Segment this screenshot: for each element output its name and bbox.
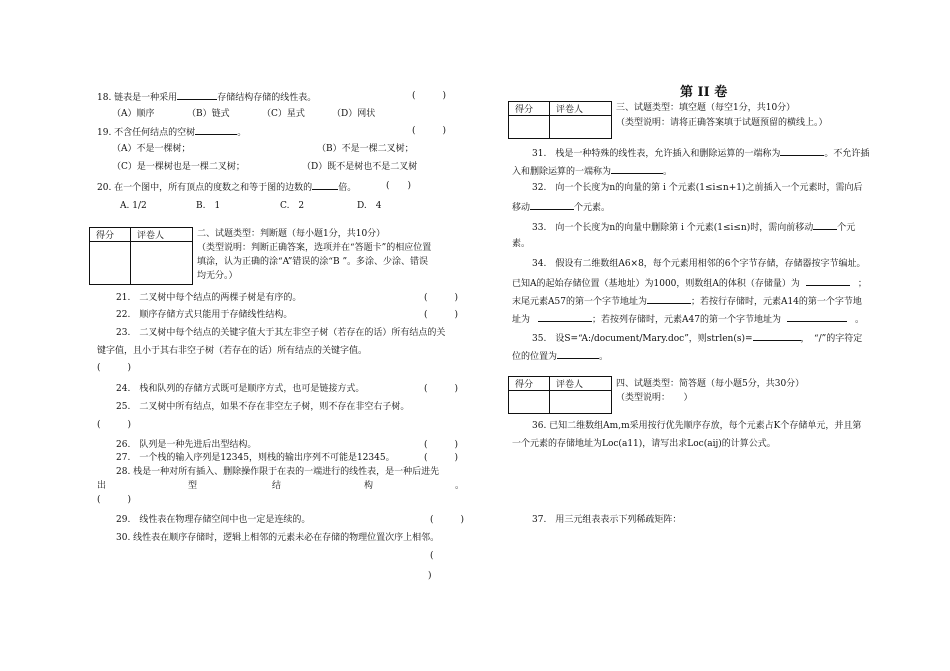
grader-label: 评卷人 [550,102,612,116]
q30-paren-open: ( [430,551,434,561]
q20: 20. 在一个图中，所有顶点的度数之和等于图的边数的 倍。 [97,180,356,194]
q18-option-c: （C）星式 [262,109,305,119]
q34-blank-1[interactable] [806,276,850,286]
q23-line2: 键字值，且小于其右非空子树（若存在的话）所有结点的关键字值。 [97,346,368,356]
q34-line4: 址为 ；若按列存储时，元素A47的第一个字节地址为 。 [512,312,864,326]
score-cell[interactable] [90,242,131,285]
q31-blank-1[interactable] [780,146,824,156]
q31-line2: 入和删除运算的一端称为 。 [512,164,672,178]
q30: 30. 线性表在顺序存储时，逻辑上相邻的元素未必在存储的物理位置次序上相邻。 [116,533,440,543]
section4-note: （类型说明： ） [616,393,693,403]
q18-option-d: （D）网状 [332,109,376,119]
q18-paren: ( ) [412,91,447,101]
grader-label: 评卷人 [550,377,612,391]
q20-option-c: C. 2 [280,201,305,211]
section2-heading: 二、试题类型：判断题（每小题1分，共10分） [197,229,386,239]
q35-line2: 位的位置为 。 [512,349,608,363]
grader-cell[interactable] [550,391,612,414]
q20-option-d: D. 4 [357,201,382,211]
q26: 26. 队列是一种先进后出型结构。 [116,440,257,450]
grader-label: 评卷人 [131,228,193,242]
q25: 25. 二叉树中所有结点，如果不存在非空左子树，则不存在非空右子树。 [116,402,410,412]
q19-option-b: （B）不是一棵二叉树； [317,144,414,154]
grader-cell[interactable] [550,116,612,139]
q30-paren-close: ) [428,571,432,581]
q34-line2: 已知A的起始存储位置（基地址）为1000，则数组A的体积（存储量）为 ； [512,276,867,290]
q19-option-a: （A）不是一棵树； [112,144,191,154]
q19: 19. 不含任何结点的空树 。 [97,125,246,139]
q27-paren: ( ) [424,453,459,463]
q33-line1: 33. 向一个长度为n的向量中删除第 i 个元素(1≤i≤n)时，需向前移动 个元 [532,220,855,234]
q23-line1: 23. 二叉树中每个结点的关键字值大于其左非空子树（若存在的话）所有结点的关 [116,328,446,338]
q20-option-a: A. 1/2 [120,201,147,211]
q28-word-2: 型 [188,481,198,491]
q21-paren: ( ) [424,293,459,303]
q23-paren: ( ) [97,363,132,373]
q35-blank-2[interactable] [557,349,599,359]
q34-line3: 末尾元素A57的第一个字节地址为 ；若按行存储时，元素A14的第一个字节地 [512,294,862,308]
q19-blank[interactable] [195,125,237,135]
q29: 29. 线性表在物理存储空间中也一定是连续的。 [116,515,311,525]
section4-heading: 四、试题类型：简答题（每小题5分，共30分） [616,379,805,389]
q33-blank[interactable] [813,220,837,230]
section2-note-2: 填涂，认为正确的涂“A”错误的涂“B ”。多涂、少涂、错误 [197,257,429,267]
q18-blank[interactable] [177,90,217,100]
q34-blank-3[interactable] [538,312,592,322]
score-box-section3 [508,101,612,139]
q20-paren: ( ) [386,181,412,191]
q36-line2: 一个元素的存储地址为Loc(a11)，请写出求Loc(aij)的计算公式。 [512,439,776,449]
q33-line2: 素。 [512,239,531,249]
q31-blank-2[interactable] [611,164,663,174]
q19-option-d: （D）既不是树也不是二叉树 [302,162,418,172]
score-cell[interactable] [509,391,550,414]
q34-blank-2[interactable] [647,294,691,304]
q35-blank-1[interactable] [753,331,801,341]
q18: 18. 链表是一种采用 存储结构存储的线性表。 [97,90,316,104]
q28-word-3: 结 [272,481,282,491]
q22-paren: ( ) [424,310,459,320]
q18-option-b: （B）链式 [187,109,230,119]
score-label: 得分 [90,228,131,242]
q32-line2: 移动 个元素。 [512,200,610,214]
q28-paren: ( ) [97,495,132,505]
q24-paren: ( ) [424,384,459,394]
q20-blank[interactable] [312,180,338,190]
q24: 24. 栈和队列的存储方式既可是顺序方式，也可是链接方式。 [116,384,365,394]
section3-heading: 三、试题类型：填空题（每空1分，共10分） [616,103,796,113]
q26-paren: ( ) [424,440,459,450]
q29-paren: ( ) [430,515,465,525]
q20-option-b: B. 1 [196,201,221,211]
score-cell[interactable] [509,116,550,139]
score-box-section2 [89,227,193,285]
section3-note: （类型说明：请将正确答案填于试题预留的横线上。） [616,118,828,128]
q28-word-1: 出 [97,481,107,491]
grader-cell[interactable] [131,242,193,285]
q28-line1: 28. 栈是一种对所有插入、删除操作限于在表的一端进行的线性表，是一种后进先 [116,467,440,477]
q27: 27. 一个栈的输入序列是12345，则栈的输出序列不可能是12345。 [116,453,395,463]
q35-line1: 35. 设S=“A:/document/Mary.doc”，则strlen(s)= ， “/”的字符定 [532,331,862,345]
q34-line1: 34. 假设有二维数组A6×8，每个元素用相邻的6个字节存储，存储器按字节编址。 [532,259,866,269]
section2-note-3: 均无分。） [197,271,238,281]
q36-line1: 36. 已知二维数组Am,m采用按行优先顺序存放，每个元素占K个存储单元，并且第 [532,421,862,431]
q19-option-c: （C）是一棵树也是一棵二叉树； [112,162,245,172]
score-label: 得分 [509,102,550,116]
volume-title: 第 II 卷 [680,85,728,100]
q32-blank[interactable] [530,200,574,210]
q34-blank-4[interactable] [787,312,847,322]
q28-word-5: 。 [455,481,465,491]
q37: 37. 用三元组表表示下列稀疏矩阵： [532,515,682,525]
q31-line1: 31. 栈是一种特殊的线性表，允许插入和删除运算的一端称为 。不允许插 [532,146,869,160]
q28-word-4: 构 [364,481,374,491]
q19-paren: ( ) [412,126,447,136]
q22: 22. 顺序存储方式只能用于存储线性结构。 [116,310,293,320]
q18-option-a: （A）顺序 [112,109,155,119]
q25-paren: ( ) [97,420,132,430]
q21: 21. 二叉树中每个结点的两棵子树是有序的。 [116,293,302,303]
q32-line1: 32. 向一个长度为n的向量的第 i 个元素(1≤i≤n+1)之前插入一个元素时，需向后 [532,183,863,193]
score-label: 得分 [509,377,550,391]
section2-note-1: （类型说明：判断正确答案，选项并在“答题卡”的相应位置 [197,243,432,253]
score-box-section4 [508,376,612,414]
